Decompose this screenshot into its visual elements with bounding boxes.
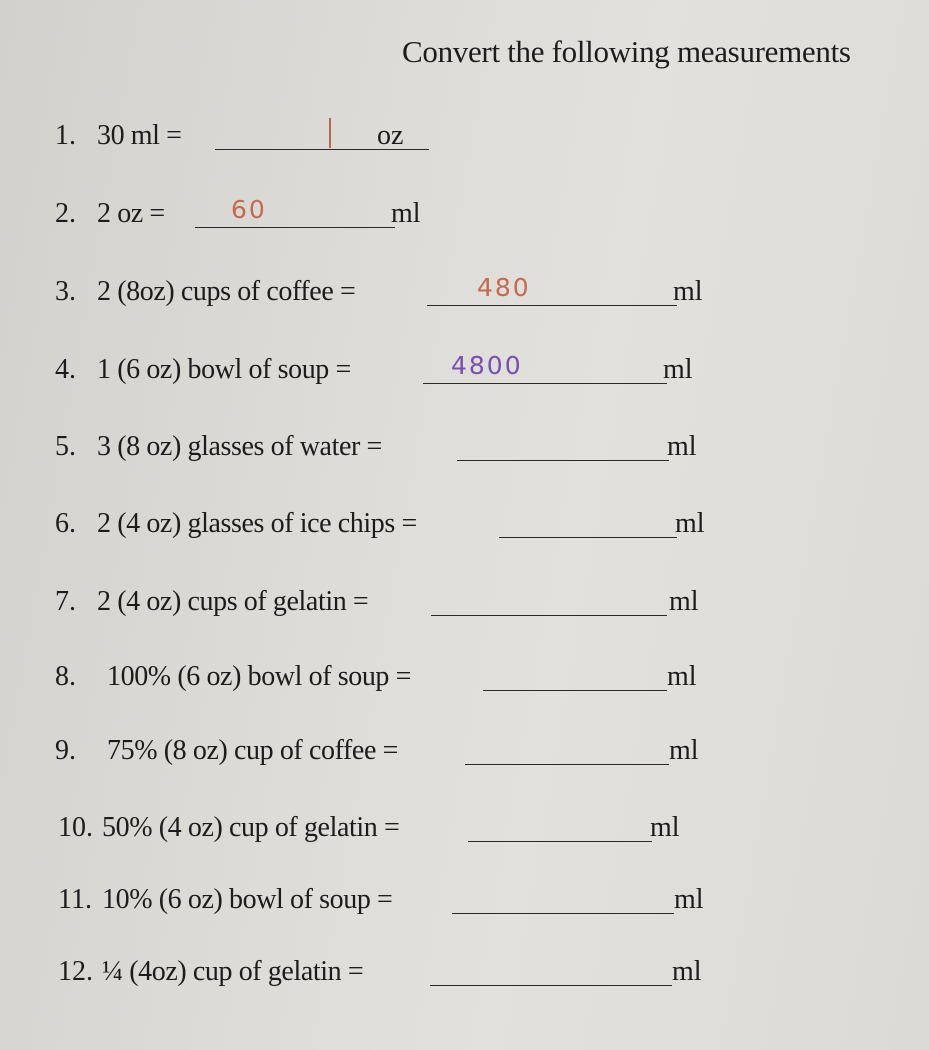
unit-label: ml xyxy=(663,354,693,385)
question-8 xyxy=(55,653,715,697)
question-number: 2. xyxy=(55,198,76,229)
handwritten-answer: 4800 xyxy=(451,351,523,380)
question-10 xyxy=(58,804,698,848)
question-5 xyxy=(55,423,715,467)
question-prompt: 3 (8 oz) glasses of water = xyxy=(97,431,382,462)
answer-blank[interactable] xyxy=(483,654,667,691)
question-2 xyxy=(55,190,445,234)
unit-label: ml xyxy=(650,812,680,843)
worksheet-title: Convert the following measurements xyxy=(402,34,851,69)
question-number: 11. xyxy=(58,884,92,915)
question-prompt: ¼ (4oz) cup of gelatin = xyxy=(102,956,364,987)
question-number: 8. xyxy=(55,661,76,692)
question-number: 12. xyxy=(58,956,93,987)
unit-label: ml xyxy=(667,661,697,692)
question-prompt: 2 (4 oz) cups of gelatin = xyxy=(97,586,369,617)
question-number: 4. xyxy=(55,354,76,385)
unit-label: ml xyxy=(391,198,421,229)
question-9 xyxy=(55,727,715,771)
question-3 xyxy=(55,268,725,312)
unit-label: ml xyxy=(667,431,697,462)
question-number: 10. xyxy=(58,812,93,843)
answer-blank[interactable] xyxy=(452,877,674,914)
unit-label: ml xyxy=(669,586,699,617)
handwritten-mark xyxy=(329,118,331,148)
question-4 xyxy=(55,346,715,390)
unit-label: ml xyxy=(673,276,703,307)
question-7 xyxy=(55,578,715,622)
question-prompt: 100% (6 oz) bowl of soup = xyxy=(107,661,412,692)
question-12 xyxy=(58,948,718,992)
question-prompt: 30 ml = xyxy=(97,120,182,151)
question-prompt: 2 oz = xyxy=(97,198,165,229)
unit-label: ml xyxy=(669,735,699,766)
question-11 xyxy=(58,876,718,920)
unit-label: ml xyxy=(672,956,702,987)
answer-blank[interactable] xyxy=(430,949,672,986)
answer-blank[interactable] xyxy=(468,805,652,842)
question-number: 6. xyxy=(55,508,76,539)
question-number: 7. xyxy=(55,586,76,617)
answer-blank[interactable] xyxy=(465,728,669,765)
question-6 xyxy=(55,500,725,544)
unit-label: ml xyxy=(674,884,704,915)
question-1 xyxy=(55,112,435,156)
answer-blank[interactable] xyxy=(499,501,677,538)
unit-label: oz xyxy=(377,120,404,151)
question-prompt: 2 (8oz) cups of coffee = xyxy=(97,276,356,307)
question-number: 3. xyxy=(55,276,76,307)
question-prompt: 10% (6 oz) bowl of soup = xyxy=(102,884,393,915)
question-number: 5. xyxy=(55,431,76,462)
answer-blank[interactable] xyxy=(457,424,669,461)
answer-blank[interactable] xyxy=(195,191,395,228)
question-prompt: 75% (8 oz) cup of coffee = xyxy=(107,735,398,766)
handwritten-answer: 480 xyxy=(477,273,531,302)
unit-label: ml xyxy=(675,508,705,539)
answer-blank[interactable] xyxy=(431,579,667,616)
answer-blank[interactable] xyxy=(427,269,677,306)
handwritten-answer: 60 xyxy=(231,195,267,224)
question-prompt: 1 (6 oz) bowl of soup = xyxy=(97,354,351,385)
question-number: 1. xyxy=(55,120,76,151)
question-number: 9. xyxy=(55,735,76,766)
question-prompt: 2 (4 oz) glasses of ice chips = xyxy=(97,508,417,539)
question-prompt: 50% (4 oz) cup of gelatin = xyxy=(102,812,400,843)
